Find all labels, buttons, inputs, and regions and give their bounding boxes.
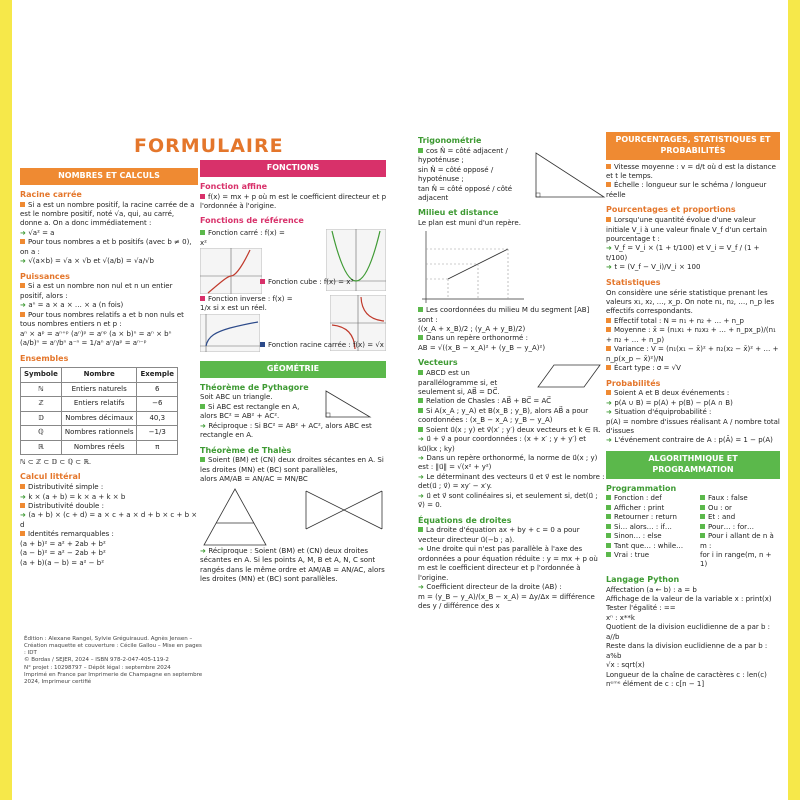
stat-text-2: Effectif total : N = n₁ + n₂ + … + n_p	[606, 317, 780, 326]
table-header: Symbole	[21, 368, 62, 382]
carre-text: Fonction carré : f(x) = x²	[200, 229, 285, 247]
bullet-icon	[20, 312, 25, 317]
list-item: Sinon… : else	[606, 532, 700, 541]
calc-text-7: (a − b)² = a² − 2ab + b²	[20, 549, 106, 558]
band-fonctions: FONCTIONS	[200, 160, 386, 177]
bullet-icon	[418, 408, 423, 413]
prog-title: Programmation	[606, 483, 677, 493]
bullet-icon	[700, 495, 705, 500]
inverse-text: Fonction inverse : f(x) = 1/x si x est un réel.	[200, 295, 293, 313]
python-line: Affichage de la valeur de la variable x : print(x)	[606, 595, 772, 604]
milieu-intro: Le plan est muni d'un repère.	[418, 219, 521, 228]
list-item: Faux : false	[700, 494, 780, 503]
right-yellow-border	[788, 0, 800, 800]
trigo-cos: cos N̂ = côté adjacent / hypoténuse ;	[418, 146, 508, 165]
affine-title: Fonction affine	[200, 181, 268, 191]
ensembles-table	[20, 367, 178, 455]
arrow-icon: ➜	[20, 228, 29, 237]
python-line: Quotient de la division euclidienne de a par b : a//b	[606, 623, 771, 641]
bullet-icon	[20, 531, 25, 536]
pp-text-2: ➜ V_f = V_i × (1 + t/100) et V_i = V_f / (1 + t/100)	[606, 244, 760, 262]
calc-text-1: Distributivité simple :	[20, 483, 198, 492]
carre-block	[200, 229, 288, 297]
arrow-icon: ➜	[200, 421, 209, 430]
puiss-text-5: (a/b)ⁿ = aⁿ/bⁿ a⁻ⁿ = 1/aⁿ aⁿ/aᵖ = aⁿ⁻ᵖ	[20, 339, 147, 348]
bullet-icon	[20, 202, 25, 207]
droites-text-3: ➜ Coefficient directeur de la droite (AB) :	[418, 583, 562, 592]
calcul-title: Calcul littéral	[20, 472, 81, 482]
bullet-icon	[606, 533, 611, 538]
list-item: Si… alors… : if…	[606, 523, 700, 532]
vitesse-text: Vitesse moyenne : v = d/t où d est la distance et t le temps.	[606, 162, 776, 181]
racine-text: Fonction racine carrée : f(x) = √x	[260, 341, 386, 350]
milieu-graph	[418, 229, 528, 303]
puiss-text-4: aⁿ × aᵖ = aⁿ⁺ᵖ (aⁿ)ᵖ = aⁿᵖ (a × b)ⁿ = aⁿ × bⁿ	[20, 329, 172, 338]
bullet-icon	[606, 365, 611, 370]
arrow-icon: ➜	[418, 454, 427, 463]
trigo-block	[418, 147, 606, 204]
puiss-text-1: Si a est un nombre non nul et n un entier positif, alors :	[20, 282, 173, 300]
list-item: Pour… : for…	[700, 523, 780, 532]
bullet-icon	[700, 505, 705, 510]
calc-text-2: ➜ k × (a + b) = k × a + k × b	[20, 492, 126, 501]
credits	[24, 636, 204, 686]
ensembles-inclusion: ℕ ⊂ ℤ ⊂ 𝔻 ⊂ ℚ ⊂ ℝ.	[20, 457, 92, 466]
trigo-triangle	[530, 149, 610, 203]
vec-text-1: ABCD est un parallélogramme si, et seulement si, AB⃗ = DC⃗.	[418, 369, 500, 396]
bullet-icon	[20, 484, 25, 489]
bullet-icon	[418, 527, 423, 532]
list-item: Tant que… : while…	[606, 542, 700, 551]
arrow-icon: ➜	[20, 257, 29, 266]
vec-text-4: Soient u⃗(x ; y) et v⃗(x′ ; y′) deux vecteurs et k ∈ ℝ.	[418, 426, 606, 435]
thales-text-1: Soient (BM) et (CN) deux droites sécantes en A. Si les droites (MN) et (BC) sont parallèles,	[200, 456, 384, 474]
arrow-icon: ➜	[418, 491, 427, 500]
prog-left	[606, 494, 700, 570]
arrow-icon: ➜	[20, 492, 29, 501]
table-header: Exemple	[137, 368, 178, 382]
droites-title: Équations de droites	[418, 515, 512, 525]
bullet-icon	[606, 514, 611, 519]
bullet-icon	[606, 390, 611, 395]
graph-row-1	[200, 229, 386, 297]
milieu-dist: AB = √((x_B − x_A)² + (y_B − y_A)²)	[418, 343, 546, 352]
pythagore-triangle	[322, 387, 374, 421]
bullet-icon	[20, 503, 25, 508]
arrow-icon: ➜	[606, 244, 615, 253]
droites-text-4: m = (y_B − y_A)/(x_B − x_A) = Δy/Δx = différence des y / différence des x	[418, 592, 595, 610]
bullet-icon	[606, 217, 611, 222]
parallelogram-figure	[534, 361, 604, 391]
bullet-icon	[606, 164, 611, 169]
column-pourcentages	[606, 132, 780, 689]
thales-text-2: alors AM/AB = AN/AC = MN/BC	[200, 475, 308, 484]
vecteurs-block	[418, 369, 606, 397]
table-row: ℤ Entiers relatifs −6	[21, 397, 178, 411]
bullet-icon	[200, 230, 205, 235]
vec-text-7: ➜ Le déterminant des vecteurs u⃗ et v⃗ est le nombre : det(u⃗ ; v⃗) = xy′ − x′y.	[418, 472, 605, 491]
pp-title: Pourcentages et proportions	[606, 205, 736, 215]
bullet-icon	[20, 283, 25, 288]
racine-title: Racine carrée	[20, 189, 82, 199]
bullet-icon	[418, 148, 423, 153]
list-item: Retourner : return	[606, 513, 700, 522]
bullet-icon	[200, 296, 205, 301]
trigo-tan: tan N̂ = côté opposé / côté adjacent	[418, 184, 513, 202]
credits-line: Édition : Alexane Rangel, Sylvie Gréguirauud. Agnès Jensen – Création maquette et couverture : Cécile Gallou – Mise en pages : IDT	[24, 636, 202, 657]
puiss-text-3: Pour tous nombres relatifs a et b non nuls et tous nombres entiers n et p :	[20, 310, 184, 329]
stat-text-4: Variance : V = (n₁(x₁ − x̄)² + n₂(x₂ − x̄)² + … + n_p(x_p − x̄)²)/N	[606, 345, 779, 363]
python-line: Tester l'égalité : ==	[606, 604, 676, 613]
list-item: Et : and	[700, 513, 780, 522]
python-line: xⁿ : x**k	[606, 613, 635, 622]
table-row: ℝ Nombres réels π	[21, 440, 178, 454]
racine-graph	[200, 314, 260, 352]
python-line: √x : sqrt(x)	[606, 661, 645, 670]
page-title: FORMULAIRE	[134, 135, 284, 157]
vec-text-2: Relation de Chasles : AB⃗ + BC⃗ = AC⃗	[418, 397, 606, 406]
vec-text-6: ➜ Dans un repère orthonormé, la norme de u⃗(x ; y) est : ‖u⃗‖ = √(x² + y²)	[418, 454, 598, 472]
list-item: Vrai : true	[606, 551, 700, 560]
pyth-text-1: Soit ABC un triangle.	[200, 393, 273, 402]
credits-line: Imprimé en France par Imprimerie de Champagne en septembre 2024, Imprimeur certifié	[24, 671, 203, 685]
bullet-icon	[418, 427, 423, 432]
vecteurs-title: Vecteurs	[418, 358, 458, 368]
table-row: 𝔻 Nombres décimaux 40,3	[21, 411, 178, 425]
bullet-icon	[200, 194, 205, 199]
table-header: Nombre	[61, 368, 137, 382]
milieu-coords: Les coordonnées du milieu M du segment [AB] sont :	[418, 306, 590, 324]
arrow-icon: ➜	[20, 511, 29, 520]
cube-text: Fonction cube : f(x) = x³	[260, 278, 386, 287]
proba-text-3: ➜ Situation d'équiprobabilité :	[606, 408, 712, 417]
left-yellow-border	[0, 0, 12, 800]
formulaire-sheet	[12, 120, 788, 688]
pyth-text-2: Si ABC est rectangle en A, alors BC² = AB² + AC².	[200, 402, 300, 421]
bullet-icon	[260, 342, 265, 347]
arrow-icon: ➜	[200, 546, 209, 555]
racine-text-3: Pour tous nombres a et b positifs (avec b ≠ 0), on a :	[20, 238, 192, 256]
racine-text-1: Si a est un nombre positif, la racine carrée de a est le nombre positif, noté √a, qui, au carré, donne a. On a donc immédiatement :	[20, 200, 195, 228]
puissances-title: Puissances	[20, 271, 70, 281]
proba-text-4: p(A) = nombre d'issues réalisant A / nombre total d'issues	[606, 417, 780, 436]
arrow-icon: ➜	[606, 408, 615, 417]
trigo-title: Trigonométrie	[418, 136, 482, 145]
ensembles-title: Ensembles	[20, 353, 69, 363]
proba-text-1: Soient A et B deux événements :	[606, 389, 780, 398]
milieu-coords-formula: ((x_A + x_B)/2 ; (y_A + y_B)/2)	[418, 324, 526, 333]
list-item: for i in range(m, n + 1)	[700, 550, 772, 569]
bullet-icon	[700, 524, 705, 529]
bullet-icon	[700, 514, 705, 519]
list-item: Fonction : def	[606, 494, 700, 503]
python-line: Longueur de la chaîne de caractères c : len(c)	[606, 670, 767, 679]
calc-text-8: (a + b)(a − b) = a² − b²	[20, 558, 104, 567]
arrow-icon: ➜	[606, 398, 615, 407]
bullet-icon	[418, 398, 423, 403]
calc-text-5: Identités remarquables :	[20, 530, 198, 539]
pyth-text-3: ➜ Réciproque : Si BC² = AB² + AC², alors ABC est rectangle en A.	[200, 421, 372, 440]
band-pourcentages: POURCENTAGES, STATISTIQUES ET PROBABILITÉS	[606, 132, 780, 160]
list-item: Pour i allant de n à m :	[700, 532, 774, 550]
arrow-icon: ➜	[418, 545, 427, 554]
pythagore-title: Théorème de Pythagore	[200, 382, 309, 392]
prog-right	[700, 494, 780, 570]
stat-text-1: On considère une série statistique prenant les valeurs x₁, x₂, …, x_p. On note n₁, n₂, …, n_p les effectifs correspondants.	[606, 288, 775, 316]
band-geometrie: GÉOMÉTRIE	[200, 361, 386, 378]
bullet-icon	[606, 505, 611, 510]
bullet-icon	[606, 543, 611, 548]
affine-text: f(x) = mx + p où m est le coefficient directeur et p l'ordonnée à l'origine.	[200, 192, 387, 211]
stat-text-5: Écart type : σ = √V	[606, 364, 780, 373]
bullet-icon	[260, 279, 265, 284]
band-nombres: NOMBRES ET CALCULS	[20, 168, 198, 185]
list-item: Afficher : print	[606, 504, 700, 513]
cube-graph	[200, 248, 262, 294]
vec-text-5: ➜ u⃗ + v⃗ a pour coordonnées : (x + x′ ; y + y′) et ku⃗(kx ; ky)	[418, 435, 586, 453]
arrow-icon: ➜	[20, 301, 29, 310]
column-trigo	[418, 136, 606, 611]
pp-text-1: Lorsqu'une quantité évolue d'une valeur initiale V_i à une valeur finale V_f d'un certain pourcentage t :	[606, 216, 767, 244]
thales-text-3: ➜ Réciproque : Soient (BM) et (CN) deux droites sécantes en A. Si les points A, M, B et A, N, C sont rangés dans le même ordre et AM/AB = AN/AC, alors les droites (MN) et (BC) sont parallèles.	[200, 546, 385, 583]
column-nombres	[20, 168, 198, 568]
band-algo: ALGORITHMIQUE ET PROGRAMMATION	[606, 451, 780, 479]
proba-text-5: ➜ L'événement contraire de A : p(Ā) = 1 − p(A)	[606, 436, 773, 445]
credits-line: © Bordas / SEJER, 2024 – ISBN 978-2-047-405-119-2	[24, 657, 169, 664]
bullet-icon	[606, 346, 611, 351]
thales-figures	[200, 487, 386, 547]
column-fonctions	[200, 160, 386, 584]
table-row: ℕ Entiers naturels 6	[21, 382, 178, 396]
stat-text-3: Moyenne : x̄ = (n₁x₁ + n₂x₂ + … + n_px_p)/(n₁ + n₂ + … + n_p)	[606, 326, 776, 344]
milieu-ortho: Dans un repère orthonormé :	[418, 334, 606, 343]
pp-text-3: ➜ t = (V_f − V_i)/V_i × 100	[606, 263, 701, 272]
thales-figure-2	[302, 487, 386, 533]
prog-list	[606, 494, 780, 570]
credits-line: N° projet : 10298797 – Dépôt légal : septembre 2024	[24, 664, 171, 671]
droites-text-2: ➜ Une droite qui n'est pas parallèle à l'axe des ordonnées a pour équation réduite : y = mx + p où m est le coefficient directeur et p l'ordonnée à l'origine.	[418, 545, 598, 582]
pythagore-block	[200, 393, 386, 421]
puiss-text-2: ➜ aⁿ = a × a × … × a (n fois)	[20, 301, 124, 310]
vec-text-8: ➜ u⃗ et v⃗ sont colinéaires si, et seulement si, det(u⃗ ; v⃗) = 0.	[418, 491, 598, 510]
bullet-icon	[418, 370, 423, 375]
bullet-icon	[606, 327, 611, 332]
echelle-text: Échelle : longueur sur le schéma / longueur réelle	[606, 181, 767, 199]
table-row: ℚ Nombres rationnels −1/3	[21, 426, 178, 440]
racine-text-4: ➜ √(a×b) = √a × √b et √(a/b) = √a/√b	[20, 257, 154, 266]
reference-title: Fonctions de référence	[200, 216, 304, 226]
racine-text-2: ➜ √a² = a	[20, 228, 55, 237]
bullet-icon	[200, 457, 205, 462]
thales-figure-1	[200, 487, 270, 547]
arrow-icon: ➜	[606, 263, 615, 272]
trigo-sin: sin N̂ = côté opposé / hypoténuse ;	[418, 165, 494, 184]
bullet-icon	[606, 552, 611, 557]
python-line: Reste dans la division euclidienne de a par b : a%b	[606, 642, 768, 660]
bullet-icon	[606, 495, 611, 500]
bullet-icon	[200, 404, 205, 409]
arrow-icon: ➜	[418, 435, 427, 444]
python-title: Langage Python	[606, 574, 680, 584]
proba-title: Probabilités	[606, 378, 661, 388]
bullet-icon	[606, 182, 611, 187]
thales-title: Théorème de Thalès	[200, 445, 292, 455]
bullet-icon	[418, 335, 423, 340]
droites-text-1: La droite d'équation ax + by + c = 0 a pour vecteur directeur u⃗(−b ; a).	[418, 526, 580, 544]
python-line: Affectation (a ← b) : a = b	[606, 585, 697, 594]
calc-text-3: Distributivité double :	[20, 502, 198, 511]
bullet-icon	[20, 239, 25, 244]
list-item: Ou : or	[700, 504, 780, 513]
calc-text-4: ➜ (a + b) × (c + d) = a × c + a × d + b × c + b × d	[20, 511, 198, 529]
bullet-icon	[606, 524, 611, 529]
arrow-icon: ➜	[418, 472, 427, 481]
stat-title: Statistiques	[606, 277, 661, 287]
bullet-icon	[700, 533, 705, 538]
bullet-icon	[606, 318, 611, 323]
python-line: nᵉᵐᵉ élément de c : c[n − 1]	[606, 679, 705, 688]
vec-text-3: Si A(x_A ; y_A) et B(x_B ; y_B), alors AB⃗ a pour coordonnées : (x_B − x_A ; y_B − y_A)	[418, 406, 589, 425]
bullet-icon	[418, 307, 423, 312]
arrow-icon: ➜	[606, 436, 615, 445]
arrow-icon: ➜	[418, 583, 427, 592]
proba-text-2: ➜ p(A ∪ B) = p(A) + p(B) − p(A ∩ B)	[606, 398, 733, 407]
milieu-title: Milieu et distance	[418, 208, 499, 218]
calc-text-6: (a + b)² = a² + 2ab + b²	[20, 539, 106, 548]
